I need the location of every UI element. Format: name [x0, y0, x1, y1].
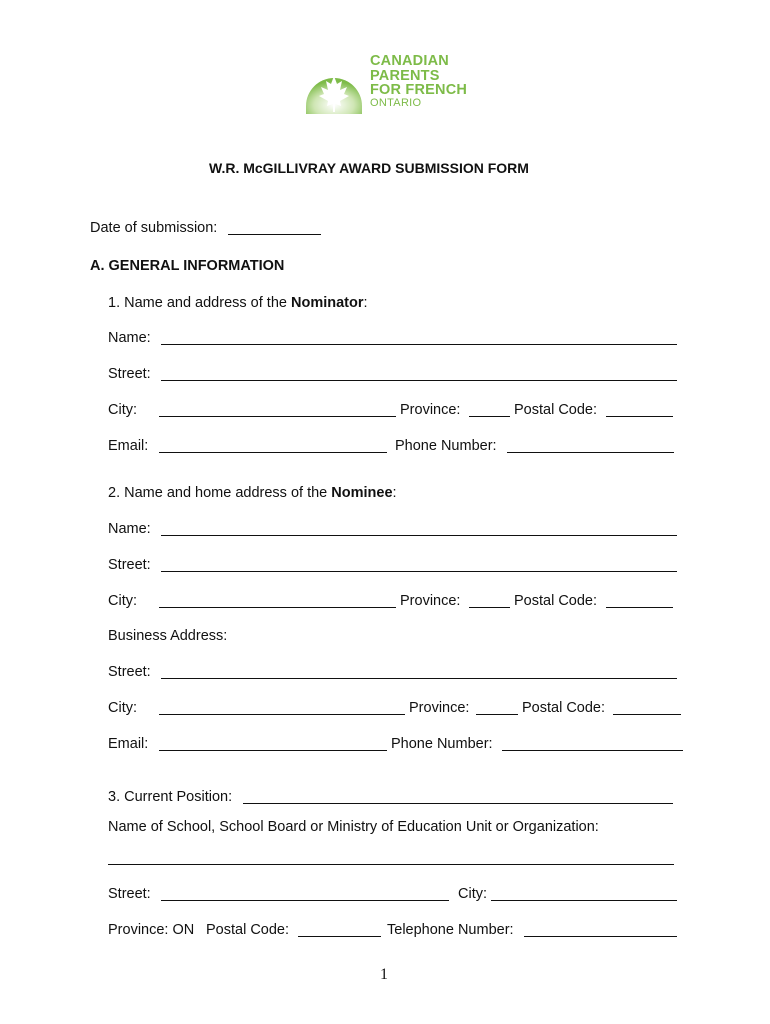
nominator-city-label: City:: [108, 402, 137, 418]
nominee-city-field[interactable]: [159, 607, 396, 608]
nominator-heading-prefix: 1. Name and address of the: [108, 295, 291, 311]
business-street-label: Street:: [108, 664, 151, 680]
current-position-field[interactable]: [243, 803, 673, 804]
business-postal-field[interactable]: [613, 714, 681, 715]
current-position-label: 3. Current Position:: [108, 789, 233, 805]
maple-leaf-logo-icon: [302, 56, 366, 114]
logo-wordmark: [370, 54, 467, 98]
nominee-street-field[interactable]: [161, 571, 677, 572]
section-a-heading: A. GENERAL INFORMATION: [90, 258, 285, 274]
organization-telephone-label: Telephone Number:: [387, 922, 514, 938]
organization-telephone-field[interactable]: [524, 936, 677, 937]
nominee-name-label: Name:: [108, 521, 151, 537]
nominator-email-label: Email:: [108, 438, 149, 454]
organization-street-label: Street:: [108, 886, 151, 902]
business-province-field[interactable]: [476, 714, 518, 715]
nominator-postal-field[interactable]: [606, 416, 673, 417]
business-province-label: Province:: [409, 700, 470, 716]
nominee-heading-bold: Nominee: [331, 485, 393, 501]
organization-province-text: Province: ON: [108, 922, 195, 938]
business-street-field[interactable]: [161, 678, 677, 679]
logo-line-parents: PARENTS: [370, 67, 440, 84]
nominator-phone-field[interactable]: [507, 452, 674, 453]
nominator-heading-bold: Nominator: [290, 295, 364, 311]
nominee-city-label: City:: [108, 593, 137, 609]
nominator-heading-suffix: :: [363, 295, 368, 311]
nominator-name-field[interactable]: [161, 344, 677, 345]
nominator-province-label: Province:: [400, 402, 461, 418]
nominator-name-label: Name:: [108, 330, 151, 346]
business-city-field[interactable]: [159, 714, 405, 715]
nominee-email-field[interactable]: [159, 750, 387, 751]
date-of-submission-field[interactable]: [228, 234, 321, 235]
organization-name-field[interactable]: [108, 864, 674, 865]
nominee-postal-label: Postal Code:: [514, 593, 598, 609]
organization-postal-field[interactable]: [298, 936, 381, 937]
nominator-city-field[interactable]: [159, 416, 396, 417]
organization-postal-label: Postal Code:: [206, 922, 290, 938]
nominator-heading: [108, 294, 368, 312]
logo-line-canadian: CANADIAN: [370, 53, 449, 69]
nominee-name-field[interactable]: [161, 535, 677, 536]
organization-city-field[interactable]: [491, 900, 677, 901]
logo-line-ontario: ONTARIO: [370, 97, 422, 109]
business-address-label: Business Address:: [108, 628, 228, 644]
nominee-phone-label: Phone Number:: [391, 736, 493, 752]
nominator-street-label: Street:: [108, 366, 151, 382]
nominator-email-field[interactable]: [159, 452, 387, 453]
nominator-province-field[interactable]: [469, 416, 510, 417]
nominee-heading-suffix: :: [392, 485, 397, 501]
nominee-email-label: Email:: [108, 736, 149, 752]
nominee-heading: [108, 484, 397, 502]
nominee-postal-field[interactable]: [606, 607, 673, 608]
logo-line-for-french: FOR FRENCH: [370, 82, 468, 98]
nominee-heading-prefix: 2. Name and home address of the: [108, 485, 332, 501]
date-of-submission-label: Date of submission:: [90, 220, 218, 236]
nominee-province-label: Province:: [400, 593, 461, 609]
page-number: 1: [380, 966, 388, 983]
nominator-street-field[interactable]: [161, 380, 677, 381]
organization-city-label: City:: [458, 886, 487, 902]
nominee-phone-field[interactable]: [502, 750, 683, 751]
nominee-street-label: Street:: [108, 557, 151, 573]
nominator-postal-label: Postal Code:: [514, 402, 598, 418]
organization-logo: [302, 52, 477, 114]
organization-name-label: Name of School, School Board or Ministry of Education Unit or Organization:: [108, 819, 599, 835]
form-title: W.R. McGILLIVRAY AWARD SUBMISSION FORM: [209, 160, 529, 176]
organization-street-field[interactable]: [161, 900, 449, 901]
business-city-label: City:: [108, 700, 137, 716]
business-postal-label: Postal Code:: [522, 700, 606, 716]
nominator-phone-label: Phone Number:: [395, 438, 497, 454]
nominee-province-field[interactable]: [469, 607, 510, 608]
